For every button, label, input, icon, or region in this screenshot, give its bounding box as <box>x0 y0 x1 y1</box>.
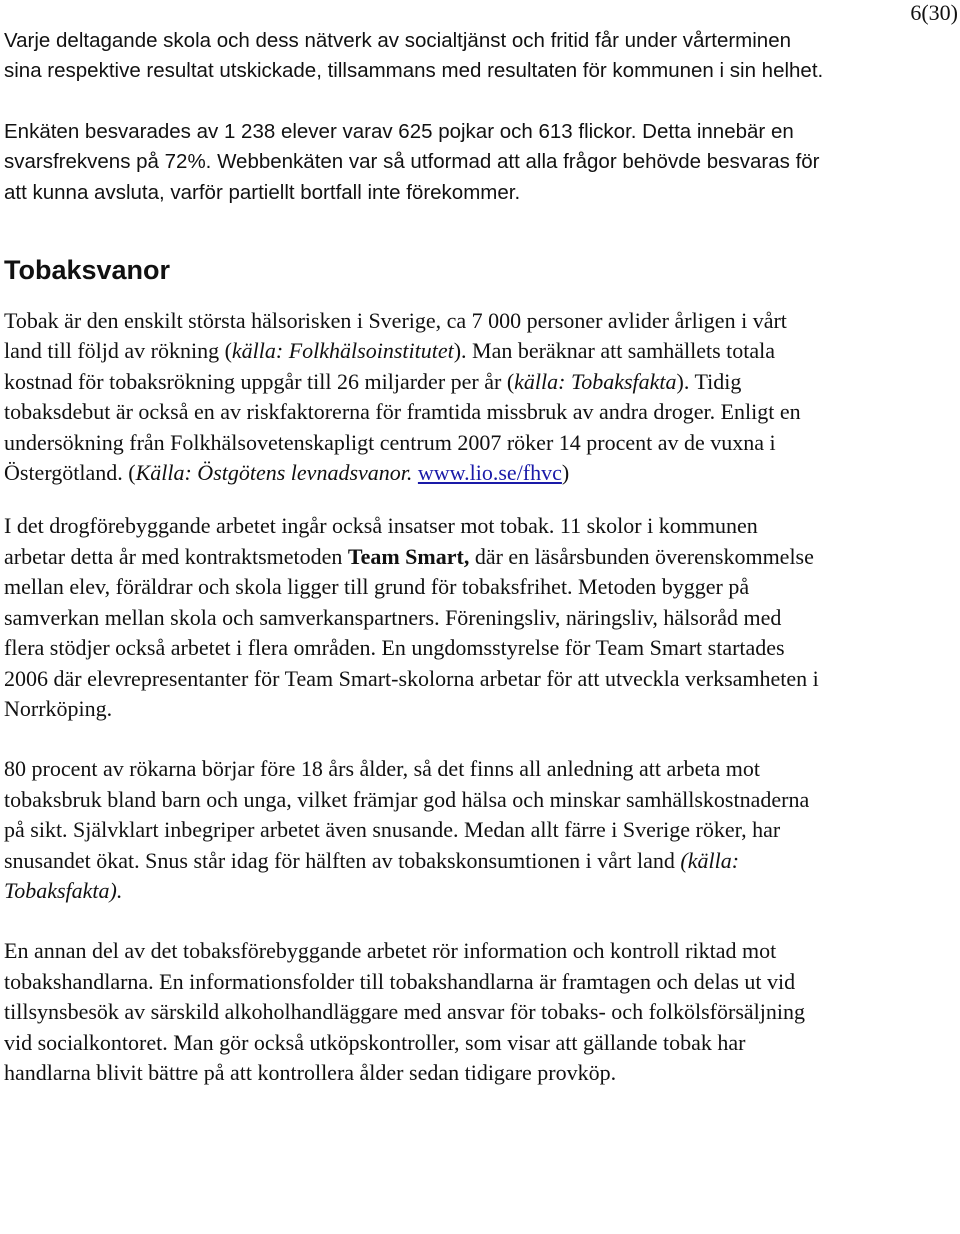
tobacco-paragraph-1 <box>4 306 824 488</box>
program-name: Team Smart, <box>347 543 470 569</box>
tobacco-paragraph-4: En annan del av det tobaksförebyggande arbetet rör information och kontroll riktad mot tobakshandlarna. En informationsfolder till tobakshandlarna är framtagen och delas ut vid tillsynsbesök av särskild alkoholhandläggare med ansvar för tobaks- och folkölsförsäljning vid socialkontoret. Man gör också utköpskontroller, som visar att gällande tobak har handlarna blivit bättre på att kontrollera ålder sedan tidigare provköp. <box>4 938 805 1085</box>
source-citation: källa: Tobaksfakta <box>514 368 677 394</box>
page-number: 6(30) <box>910 0 958 25</box>
text-run: Tobak är den enskilt största hälsorisken i Sverige, ca 7 000 personer avlider årligen i vårt land till följd av rökning ( <box>4 308 787 364</box>
text-run: I det drogförebyggande arbetet ingår också insatser mot tobak. 11 skolor i kommunen arbetar detta år med kontraktsmetoden <box>4 513 758 569</box>
section-heading: Tobaksvanor <box>4 255 171 286</box>
intro-paragraph-2: Enkäten besvarades av 1 238 elever varav 625 pojkar och 613 flickor. Detta innebär en svarsfrekvens på 72%. Webbenkäten var så utformad att alla frågor behövde besvaras för att kunna avsluta, varför partiellt bortfall inte förekommer. <box>4 119 820 204</box>
text-run: ) <box>561 460 570 486</box>
tobacco-paragraph-2 <box>4 511 824 724</box>
text-run: 80 procent av rökarna börjar före 18 års ålder, så det finns all anledning att arbeta mot tobaksbruk bland barn och unga, vilket främjar god hälsa och minskar samhällskostnaderna på sikt. Självklart inbegriper arbetet även snusande. Medan allt färre i Sverige röker, har snusandet ökat. Snus står idag för hälften av tobakskonsumtionen i vårt land <box>4 756 810 873</box>
text-run: ). Tidig tobaksdebut är också en av riskfaktorerna för framtida missbruk av andra droger. Enligt en undersökning från Folkhälsovetenskapligt centrum 2007 röker 14 procent av de vuxna i Östergötland. ( <box>4 368 801 486</box>
source-citation: Källa: Östgötens levnadsvanor. <box>135 460 418 486</box>
text-run: ). Man beräknar att samhällets totala kostnad för tobaksrökning uppgår till 26 miljarder per år ( <box>4 338 776 394</box>
source-link[interactable]: www.lio.se/fhvc <box>417 460 562 486</box>
source-citation: (källa: Tobaksfakta). <box>4 847 740 903</box>
intro-paragraph-1: Varje deltagande skola och dess nätverk av socialtjänst och fritid får under vårterminen sina respektive resultat utskickade, tillsammans med resultaten för kommunen i sin helhet. <box>4 29 824 83</box>
tobacco-paragraph-3 <box>4 754 824 906</box>
text-run: där en läsårsbunden överenskommelse mellan elev, föräldrar och skola ligger till grund för tobaksfrihet. Metoden bygger på samverkan mellan skola och samverkanspartners. Föreningsliv, näringsliv, hälsoråd med flera stödjer också arbetet i flera områden. En ungdomsstyrelse för Team Smart startades 2006 där elevrepresentanter för Team Smart-skolorna arbetar för att utveckla verksamheten i Norrköping. <box>4 543 819 721</box>
document-body <box>4 26 824 1088</box>
source-citation: källa: Folkhälsoinstitutet <box>231 338 454 364</box>
